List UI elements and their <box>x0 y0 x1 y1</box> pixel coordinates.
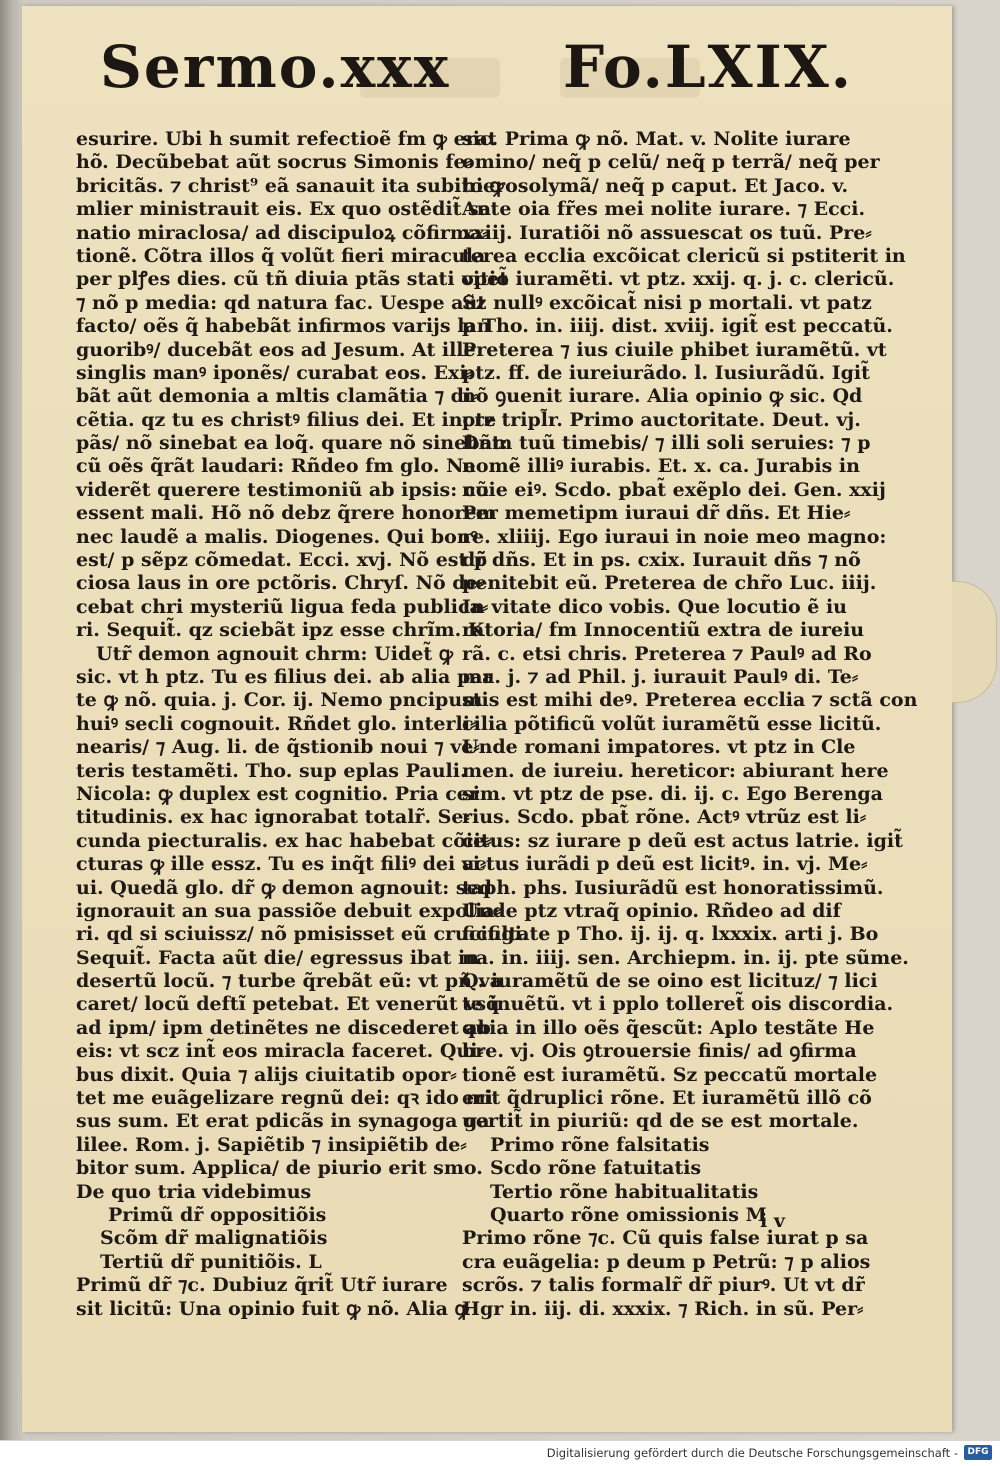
running-head-sermo: Sermo.xxx <box>100 33 451 101</box>
text-line: cẽtia. qz tu es christꝰ filius dei. Et incre <box>76 408 497 431</box>
text-line: per plꝭes dies. cũ tñ diuia ptãs stati opet̃ <box>76 268 508 291</box>
text-line: esurire. Ubi h sumit refectioẽ fm ꝙ erat <box>76 128 497 150</box>
text-line: Per memetipm iuraui dr̃ dñs. Et Hie⸗ <box>462 502 851 525</box>
text-line: Ante oia fr̃es mei nolite iurare. ⁊ Ecci. <box>462 198 866 221</box>
text-line: terea ecclia excõicat clericũ si pstiterit in <box>462 244 906 267</box>
text-line: ratoria/ fm Innocentiũ extra de iureiu <box>462 619 865 642</box>
text-line: te ꝙ nõ. quia. j. Cor. ij. Nemo pncipum <box>76 689 483 712</box>
text-line: citus: sz iurare p deũ est actus latrie. igit̃ <box>462 829 903 852</box>
text-line: In vitate dico vobis. Que locutio ẽ iu <box>462 595 848 618</box>
signature-mark: i v <box>760 1210 785 1232</box>
text-line: tet me euãgelizare regnũ dei: qꝛ ido mi <box>76 1087 493 1110</box>
text-line: desertũ locũ. ⁊ turbe q̃rebãt eũ: vt pñ va <box>76 970 502 993</box>
text-line: caret/ locũ deftĩ petebat. Et venerũt vsq̃ <box>76 993 500 1016</box>
text-line: taph. phs. Iusiurãdũ est honoratissimũ. <box>462 876 884 899</box>
text-line: titudinis. ex hac ignorabat totalr̃. Se⸗ <box>76 806 470 829</box>
text-line: bricitãs. ⁊ christ⁹ eã sanauit ita subito ꝙ <box>76 174 504 197</box>
text-line: Scdo rõne fatuitatis <box>490 1157 702 1180</box>
text-line: scrõs. ⁊ talis formalr̃ dr̃ piurꝰ. Ut vt dr̃ <box>462 1274 865 1297</box>
text-line: Quarto rõne omissionis M <box>490 1203 767 1226</box>
text-line: est/ p sẽpz cõmedat. Ecci. xvj. Nõ est p̃ <box>76 549 488 572</box>
text-line: omino/ neq̃ p celũ/ neq̃ p terrã/ neq̃ per <box>462 151 880 174</box>
footer-bar <box>0 1440 1000 1466</box>
text-line: uertit̃ in piuriũ: qd de se est mortale. <box>462 1110 859 1133</box>
text-line: xxiij. Iuratiõi nõ assuescat os tuũ. Pre⸗ <box>462 221 872 244</box>
text-line: Primũ dr̃ ⁊c. Dubiuz q̃rit̃ Utr̃ iurare <box>76 1274 448 1297</box>
text-line: Tertiũ dr̃ punitiõis. L <box>100 1250 322 1273</box>
text-line: cunda piecturalis. ex hac habebat cõie⸗ <box>76 829 492 852</box>
text-line: ri. Sequit̃. qz sciebãt ipz esse chrĩm. K <box>76 619 485 642</box>
text-line: Preterea ⁊ ius ciuile phibet iuramẽtũ. vt <box>462 338 887 361</box>
text-line: Nicola: ꝙ duplex est cognitio. Pria cer <box>76 782 479 805</box>
text-line: sim. vt ptz de pse. di. ij. c. Ego Berenga <box>462 782 883 805</box>
text-line: ⁊ nõ p media: qd natura fac. Uespe aũt <box>76 291 487 314</box>
left-text-column <box>76 128 529 1321</box>
text-line: actus iurãdi p deũ est licitꝰ. in. vj. Me⸗ <box>462 853 868 876</box>
text-line: Dñm tuũ timebis/ ⁊ illi soli seruies: ⁊ p <box>462 432 871 455</box>
text-line: ignorauit an sua passiõe debuit expolia⸗ <box>76 899 502 922</box>
text-line: re. xliiij. Ego iuraui in noie meo magno: <box>462 525 887 548</box>
text-line: viderẽt querere testimoniũ ab ipsis: cũ <box>76 478 490 501</box>
text-line: ficultate p Tho. ij. ij. q. lxxxix. arti j. Bo <box>462 923 879 946</box>
text-line: te inuẽtũ. vt i pplo tolleret̃ ois discordia. <box>462 993 894 1016</box>
text-line: cebat chri mysteriũ ligua feda publica⸗ <box>76 595 489 618</box>
text-line: tionẽ est iuramẽtũ. Sz peccatũ mortale <box>462 1063 878 1086</box>
text-line: bre. vj. Ois ꝯtrouersie finis/ ad ꝯfirma <box>462 1040 857 1063</box>
text-line: hõ. Decũbebat aũt socrus Simonis fe⸗ <box>76 151 472 174</box>
text-line: natio miraclosa/ ad discipuloꝝ cõfirma⸗ <box>76 221 489 244</box>
text-line: cturas ꝙ ille essz. Tu es inq̃t filiꝰ dei vi⸗ <box>76 853 487 876</box>
text-line: sic. Prima ꝙ nõ. Mat. v. Nolite iurare <box>462 128 851 150</box>
text-line: Q. iuramẽtũ de se oino est licituz/ ⁊ lici <box>462 970 878 993</box>
footer-credit: Digitalisierung gefördert durch die Deutsche Forschungsgemeinschaft - <box>546 1446 958 1460</box>
text-line: pãs/ nõ sinebat ea loq̃. quare nõ sinebat: <box>76 432 508 455</box>
text-line: huiꝰ secli cognouit. Rñdet glo. interli⸗ <box>76 712 477 735</box>
text-line: ui. Quedã glo. dr̃ ꝙ demon agnouit: sed <box>76 876 492 899</box>
folio-number: Fo.LXIX. <box>563 33 853 101</box>
text-line: eis: vt scz int̃ eos miracla faceret. Qui⸗ <box>76 1040 484 1063</box>
text-line: na. in. iiij. sen. Archiepm. in. ij. pte sũme. <box>462 946 909 969</box>
text-line: Primo rõne falsitatis <box>490 1133 710 1156</box>
text-line: ad ipm/ ipm detinẽtes ne discederet ab <box>76 1016 491 1039</box>
text-line: ptz tripl̃r. Primo auctoritate. Deut. vj. <box>462 408 861 431</box>
text-line: quia in illo oẽs q̃escũt: Aplo testãte He <box>462 1016 875 1039</box>
text-line: lilee. Rom. j. Sapiẽtib ⁊ insipiẽtib de⸗ <box>76 1133 467 1156</box>
text-line: cra euãgelia: p deum p Petrũ: ⁊ p alios <box>462 1250 871 1273</box>
text-line: penitebit eũ. Preterea de chr̃o Luc. iiij. <box>462 572 877 595</box>
text-line: facto/ oẽs q̃ habebãt infirmos varijs lan <box>76 315 491 338</box>
text-line: men. de iureiu. hereticor: abiurant here <box>462 759 889 782</box>
text-line: Primo rõne ⁊c. Cũ quis false iurat p sa <box>462 1227 869 1250</box>
text-line: ptz. ff. de iureiurãdo. l. Iusiurãdũ. Igit̃ <box>462 361 870 384</box>
text-line: cũ oẽs q̃rãt laudari: Rñdeo fm glo. Ne <box>76 455 476 478</box>
text-line: p Tho. in. iiij. dist. xviij. igit̃ est peccatũ. <box>462 315 893 338</box>
text-line: bitor sum. Applica/ de piurio erit smo. <box>76 1157 483 1180</box>
text-line: Tertio rõne habitualitatis <box>490 1180 759 1203</box>
text-line: mlier ministrauit eis. Ex quo ostẽdit̃ sa <box>76 198 492 221</box>
text-line: Primũ dr̃ oppositiõis <box>108 1203 327 1226</box>
text-line: Sequit̃. Facta aũt die/ egressus ibat in <box>76 946 480 969</box>
text-line: ri. qd si sciuissz/ nõ pmisisset eũ crucifigi. <box>76 923 529 946</box>
text-line: nearis/ ⁊ Aug. li. de q̃stionib noui ⁊ ve⸗ <box>76 736 480 759</box>
right-text-column <box>462 128 918 1321</box>
text-line: Unde ptz vtraq̃ opinio. Rñdeo ad dif <box>462 899 841 922</box>
text-line: Hgr in. iij. di. xxxix. ⁊ Rich. in sũ. Per⸗ <box>462 1297 864 1320</box>
text-line: sus sum. Et erat pdicãs in synagoga ga <box>76 1110 490 1133</box>
text-line: rius. Scdo. pbat̃ rõne. Actꝰ vtrũz est li⸗ <box>462 806 867 829</box>
text-line: Sz nullꝰ excõicat̃ nisi p mortali. vt patz <box>462 291 872 314</box>
text-line: Scõm dr̃ malignatiõis <box>100 1227 328 1250</box>
text-line: dr̃ dñs. Et in ps. cxix. Iurauit dñs ⁊ nõ <box>462 549 861 572</box>
text-line: ma. j. ⁊ ad Phil. j. iurauit Paulꝰ di. Te⸗ <box>462 665 859 688</box>
text-line: stis est mihi deꝰ. Preterea ecclia ⁊ sctã con <box>462 689 918 712</box>
text-line: nomẽ illiꝰ iurabis. Et. x. ca. Jurabis in <box>462 455 860 478</box>
text-line: Utr̃ demon agnouit chrm: Uidet̃ ꝙ <box>96 642 454 665</box>
page-tab <box>952 581 997 703</box>
text-line: erit q̃druplici rõne. Et iuramẽtũ illõ cõ <box>462 1087 872 1110</box>
text-line: essent mali. Hõ nõ debz q̃rere honorem <box>76 502 497 525</box>
text-line: ciosa laus in ore pctõris. Chryſ. Nõ de⸗ <box>76 572 484 595</box>
text-line: teris testamẽti. Tho. sup eplas Pauli. <box>76 759 467 782</box>
text-line: sit licitũ: Una opinio fuit ꝙ nõ. Alia ꝙ <box>76 1297 469 1320</box>
text-line: singlis manꝰ iponẽs/ curabat eos. Exi⸗ <box>76 361 473 384</box>
text-line: bus dixit. Quia ⁊ alijs ciuitatib opor⸗ <box>76 1063 457 1086</box>
dfg-logo-icon: DFG <box>964 1445 992 1460</box>
text-line: De quo tria videbimus <box>76 1180 312 1203</box>
text-line: cilia põtificũ volũt iuramẽtũ esse licitũ. <box>462 712 882 735</box>
text-line: bãt aũt demonia a mltis clamãtia ⁊ di⸗ <box>76 385 478 408</box>
text-line: tionẽ. Cõtra illos q̃ volũt fieri miracula <box>76 244 486 267</box>
text-line: hierosolymã/ neq̃ p caput. Et Jaco. v. <box>462 174 849 197</box>
text-line: noie eiꝰ. Scdo. pbat̃ exẽplo dei. Gen. xxij <box>462 478 886 501</box>
text-line: guoribꝰ/ ducebãt eos ad Jesum. At ille <box>76 338 476 361</box>
text-line: Unde romani impatores. vt ptz in Cle <box>462 736 856 759</box>
text-line: nec laudẽ a malis. Diogenes. Qui bonꝰ <box>76 525 478 548</box>
text-line: sic. vt h ptz. Tu es filius dei. ab alia par <box>76 665 493 688</box>
text-line: rã. c. etsi chris. Preterea ⁊ Paulꝰ ad Ro <box>462 642 872 665</box>
text-line: vitio iuramẽti. vt ptz. xxij. q. j. c. clericũ. <box>462 268 895 291</box>
text-line: nõ ꝯuenit iurare. Alia opinio ꝙ sic. Qd <box>462 385 863 408</box>
